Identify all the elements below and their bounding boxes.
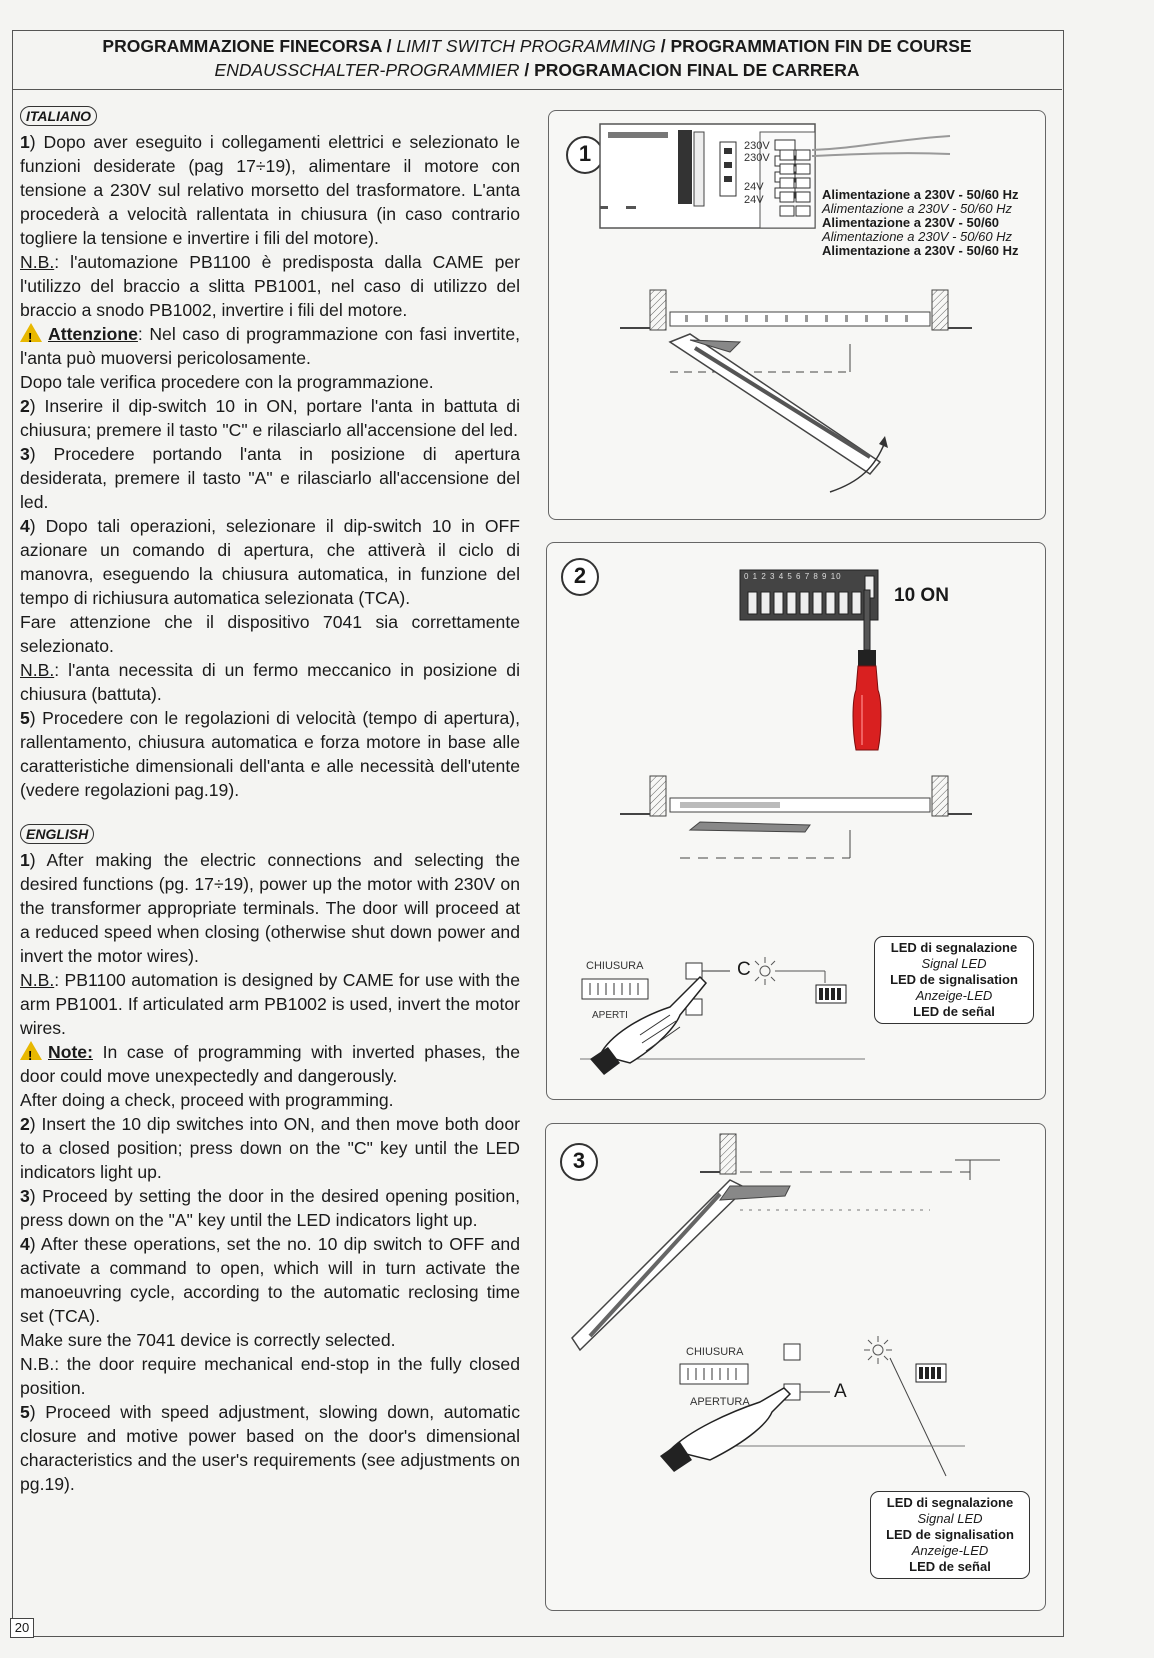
apertura-label-step3: APERTURA: [690, 1396, 750, 1408]
page-number: 20: [10, 1618, 34, 1638]
chiusura-label-step3: CHIUSURA: [686, 1346, 744, 1358]
it-step-5: 5) Procedere con le regolazioni di velocità (tempo di apertura), rallentamento, chiusura automatica e forza motore in base alle caratteristiche dimensionali dell'anta e alle necessità dell'utente (vedere regolazioni pag.19).: [20, 708, 520, 800]
dip-switch-illustration: [740, 570, 880, 770]
warning-icon: [20, 1041, 42, 1060]
en-step-1: 1) After making the electric connections and selecting the desired functions (pg. 17÷19), power up the motor with 230V on the transformer appropriate terminals. The door will proceed at a reduced speed when closing (otherwise shut down power and invert the motor wires).: [20, 850, 520, 966]
header-title-fr: / PROGRAMMATION FIN DE COURSE: [655, 36, 972, 56]
header-title-es: / PROGRAMACION FINAL DE CARRERA: [519, 60, 860, 80]
led-label-it: LED di segnalazione: [890, 940, 1018, 955]
door-closer-open-illustration: [570, 1130, 1010, 1360]
en-verify: After doing a check, proceed with programming.: [20, 1090, 394, 1110]
power-label-it: Alimentazione a 230V - 50/60 Hz: [822, 187, 1019, 202]
dip-switch-numbers: 0 1 2 3 4 5 6 7 8 9 10: [744, 572, 842, 581]
led-label-de: Anzeige-LED: [911, 1543, 989, 1558]
it-nb-1: N.B.: l'automazione PB1100 è predisposta dalla CAME per l'utilizzo del braccio a slitta PB1001, nel caso di utilizzo del braccio a snodo PB1002, invertire i fili del motore.: [20, 252, 520, 320]
en-step-3: 3) Proceed by setting the door in the desired opening position, press down on the "A" key until the LED indicators light up.: [20, 1186, 520, 1230]
power-supply-labels: [822, 188, 1019, 258]
terminal-label-3: 24V: [744, 181, 764, 193]
chiusura-label: CHIUSURA: [586, 960, 644, 972]
terminal-label-2: 230V: [744, 152, 770, 164]
led-label-en: Signal LED: [917, 1511, 983, 1526]
warning-icon: [20, 323, 42, 342]
en-step-5: 5) Proceed with speed adjustment, slowing down, automatic closure and motive power based on the door's dimensional characteristics and the user's requirements (see adjustments on pg.19).: [20, 1402, 520, 1494]
led-label-es: LED de señal: [913, 1004, 995, 1019]
en-step-4b: Make sure the 7041 device is correctly selected.: [20, 1330, 396, 1350]
it-nb-2: N.B.: l'anta necessita di un fermo meccanico in posizione di chiusura (battuta).: [20, 660, 520, 704]
dip-switch-label: 10 ON: [894, 585, 949, 606]
header-title-it: PROGRAMMAZIONE FINECORSA /: [102, 36, 397, 56]
en-step-4: 4) After these operations, set the no. 10 dip switch to OFF and activate a command to open, which will in turn activate the manoeuvring cycle, according to the automatic reclosing time set (TCA).: [20, 1234, 520, 1326]
en-nb-1: N.B.: PB1100 automation is designed by CAME for use with the arm PB1001. If articulated arm PB1002 is used, invert the motor wires.: [20, 970, 520, 1038]
step-number-2: 2: [561, 558, 599, 596]
led-label-it: LED di segnalazione: [886, 1495, 1014, 1510]
it-step-3: 3) Procedere portando l'anta in posizione di apertura desiderata, premere il tasto "A" e rilasciarlo all'accensione del led.: [20, 444, 520, 512]
it-step-4: 4) Dopo tali operazioni, selezionare il dip-switch 10 in OFF azionare un comando di apertura, che attiverà il ciclo di manovra, eseguendo la chiusura automatica, in funzione del tempo di richiusura automatica selezionata (TCA).: [20, 516, 520, 608]
header-title-de: ENDAUSSCHALTER-PROGRAMMIER: [214, 60, 520, 80]
power-label-es: Alimentazione a 230V - 50/60 Hz: [822, 243, 1019, 258]
power-label-de: Alimentazione a 230V - 50/60 Hz: [822, 229, 1013, 244]
led-label-de: Anzeige-LED: [915, 988, 993, 1003]
door-closer-step2-illustration: [620, 770, 980, 865]
en-step-2: 2) Insert the 10 dip switches into ON, and then move both door to a closed position; press down on the "C" key until the LED indicators light up.: [20, 1114, 520, 1182]
led-label-es: LED de señal: [909, 1559, 991, 1574]
led-label-fr: LED de signalisation: [890, 972, 1018, 987]
aperti-label: APERTI: [592, 1010, 628, 1021]
it-step-1: 1) Dopo aver eseguito i collegamenti elettrici e selezionato le funzioni desiderate (pag 17÷19), alimentare il motore con tensione a 230V sul relativo morsetto del trasformatore. L'anta procederà a velocità rallentata in chiusura (in caso contrario togliere la tensione e invertire i fili del motore).: [20, 132, 520, 248]
keypad-step3-illustration: [680, 1330, 970, 1480]
header-title-en: LIMIT SWITCH PROGRAMMING: [396, 36, 656, 56]
led-label-en: Signal LED: [921, 956, 987, 971]
led-legend-step3: [870, 1491, 1030, 1579]
language-tag-english: ENGLISH: [20, 824, 94, 844]
it-verify: Dopo tale verifica procedere con la programmazione.: [20, 372, 434, 392]
power-label-fr: Alimentazione a 230V - 50/60: [822, 215, 1000, 230]
terminal-label-1: 230V: [744, 140, 770, 152]
terminal-label-4: 24V: [744, 194, 764, 206]
en-nb-2: N.B.: the door require mechanical end-stop in the fully closed position.: [20, 1354, 520, 1398]
key-c-label: C: [737, 959, 751, 980]
led-legend-step2: [874, 936, 1034, 1024]
door-closer-closed-illustration: [620, 282, 980, 507]
language-tag-italiano: ITALIANO: [20, 106, 97, 126]
led-label-fr: LED de signalisation: [886, 1527, 1014, 1542]
key-a-label: A: [834, 1381, 847, 1402]
step-number-1: 1: [566, 136, 604, 174]
it-step-4b: Fare attenzione che il dispositivo 7041 sia correttamente selezionato.: [20, 612, 520, 656]
step-number-3: 3: [560, 1143, 598, 1181]
power-label-en: Alimentazione a 230V - 50/60 Hz: [822, 201, 1013, 216]
page-header: [12, 30, 1062, 90]
text-column: [20, 103, 520, 1496]
en-note: !Note: In case of programming with inverted phases, the door could move unexpectedly and dangerously.: [20, 1040, 520, 1088]
it-warning: !Attenzione: Nel caso di programmazione con fasi invertite, l'anta può muoversi pericolosamente.: [20, 322, 520, 370]
it-step-2: 2) Inserire il dip-switch 10 in ON, portare l'anta in battuta di chiusura; premere il tasto "C" e rilasciarlo all'accensione del led.: [20, 396, 520, 440]
